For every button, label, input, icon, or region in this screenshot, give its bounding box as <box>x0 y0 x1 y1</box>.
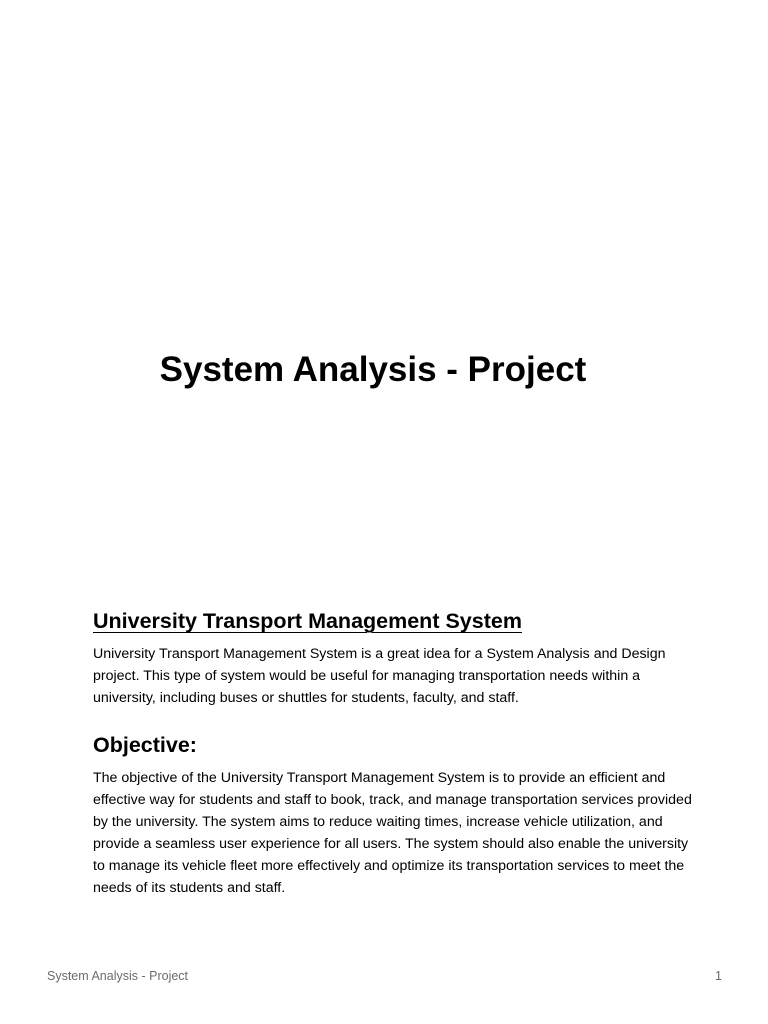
document-title: System Analysis - Project <box>159 350 587 389</box>
section-paragraph-objective: The objective of the University Transport Management System is to provide an efficient and effective way for students and staff to book, track, and manage transportation services provided by the university. The system aims to reduce waiting times, increase vehicle utilization, and provide a seamless user experience for all users. The system should also enable the university to manage its vehicle fleet more effectively and optimize its transportation services to meet the needs of its students and staff. <box>93 770 692 896</box>
footer-page-number: 1 <box>715 969 722 983</box>
footer-document-title: System Analysis - Project <box>47 969 189 983</box>
section-heading-objective: Objective: <box>93 733 197 757</box>
document-content <box>93 607 693 899</box>
section-heading-transport-system: University Transport Management System <box>93 609 522 633</box>
section-paragraph-transport-system: University Transport Management System is a great idea for a System Analysis and Design project. This type of system would be useful for managing transportation needs within a university, including buses or shuttles for students, faculty, and staff. <box>93 646 666 706</box>
